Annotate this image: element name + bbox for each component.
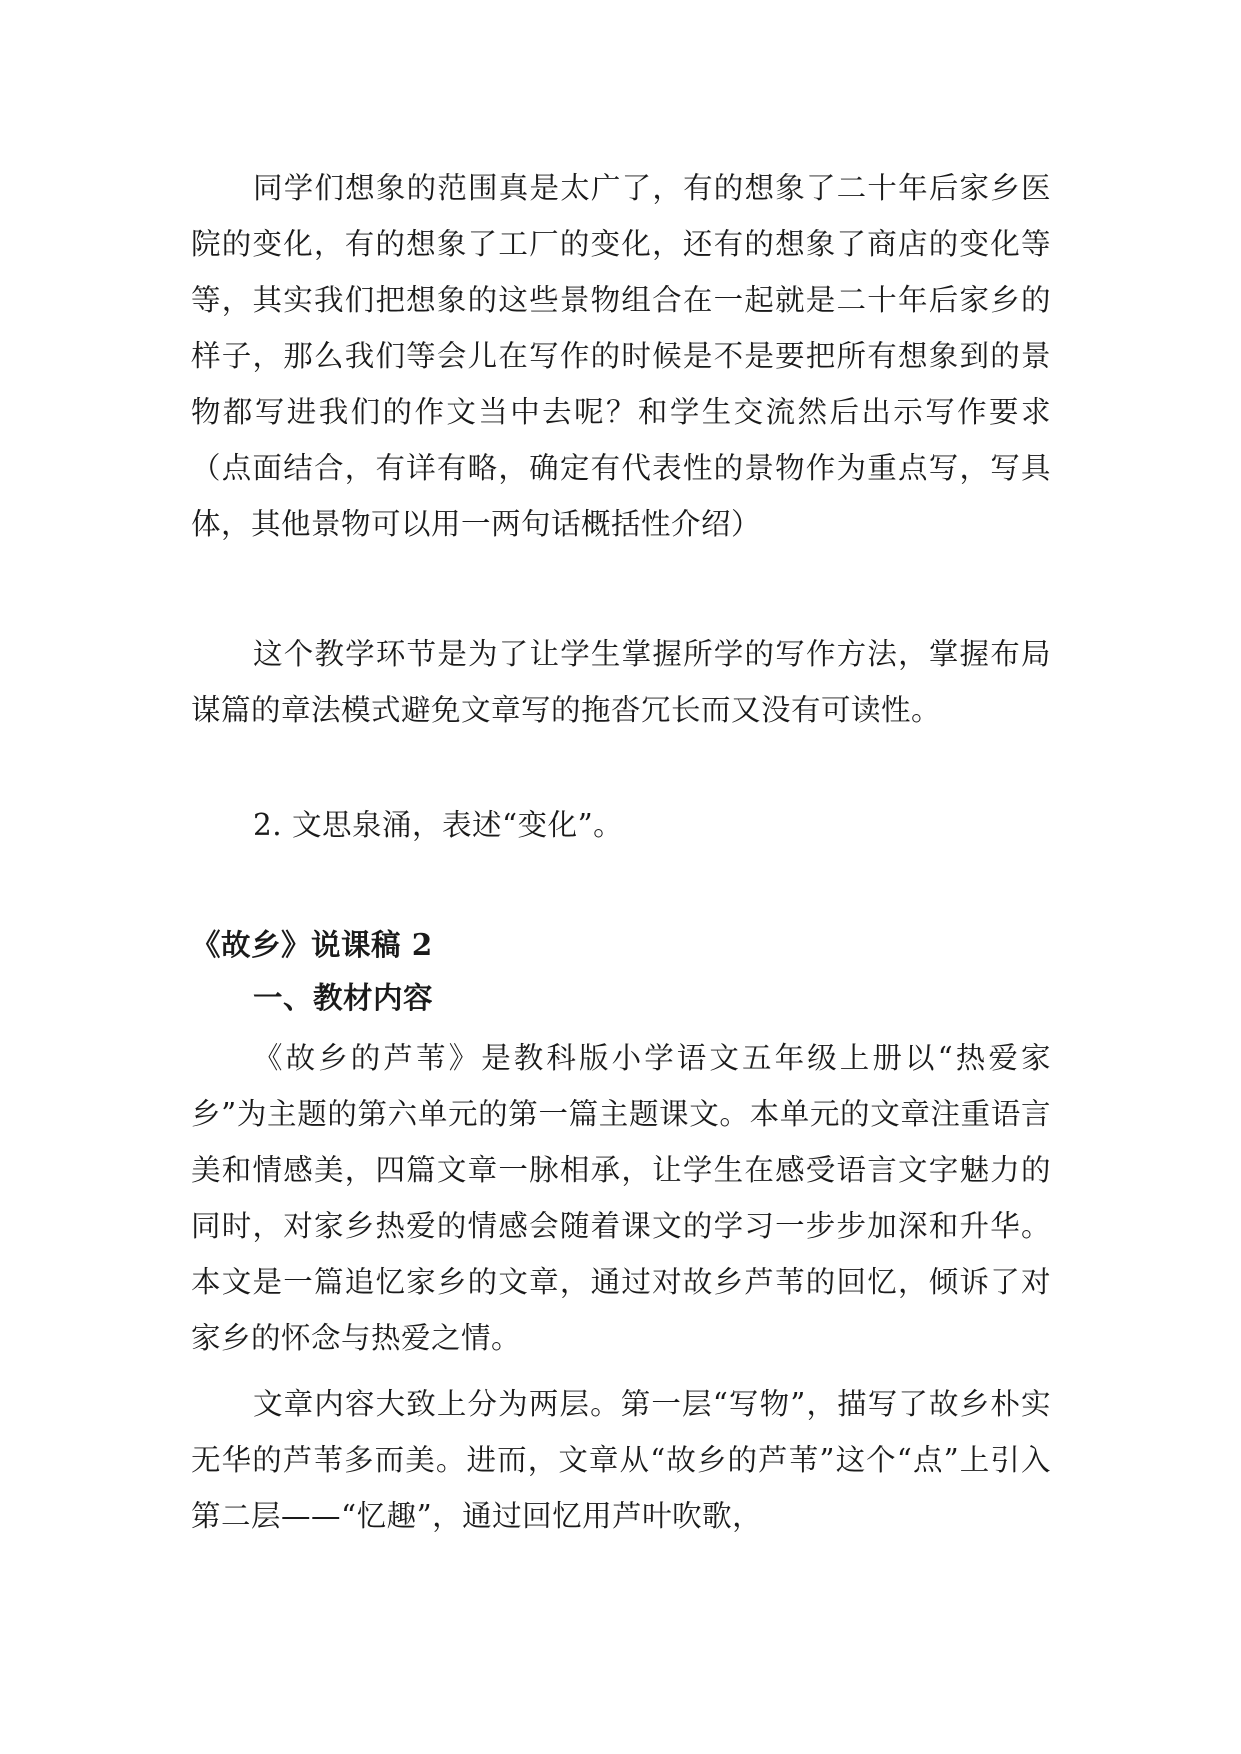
paragraph-imagination-range: 同学们想象的范围真是太广了，有的想象了二十年后家乡医院的变化，有的想象了工厂的变化，还有的想象了商店的变化等等，其实我们把想象的这些景物组合在一起就是二十年后家乡的样子，那么我们等会儿在写作的时候是不是要把所有想象到的景物都写进我们的作文当中去呢？和学生交流然后出示写作要求（点面结合，有详有略，确定有代表性的景物作为重点写，写具体，其他景物可以用一两句话概括性介绍）	[191, 171, 1051, 541]
section-title: 《故乡》说课稿 2	[191, 927, 433, 962]
paragraph-textbook-content: 《故乡的芦苇》是教科版小学语文五年级上册以“热爱家乡”为主题的第六单元的第一篇主题课文。本单元的文章注重语言美和情感美，四篇文章一脉相承，让学生在感受语言文字魅力的同时，对家乡热爱的情感会随着课文的学习一步步加深和升华。本文是一篇追忆家乡的文章，通过对故乡芦苇的回忆，倾诉了对家乡的怀念与热爱之情。	[191, 1041, 1051, 1355]
subsection-title: 一、教材内容	[253, 980, 434, 1015]
paragraph-article-structure: 文章内容大致上分为两层。第一层“写物”，描写了故乡朴实无华的芦苇多而美。进而，文章从“故乡的芦苇”这个“点”上引入第二层——“忆趣”，通过回忆用芦叶吹歌，	[191, 1387, 1051, 1533]
paragraph-step-2: 2. 文思泉涌，表述“变化”。	[253, 808, 624, 842]
paragraph-teaching-purpose: 这个教学环节是为了让学生掌握所学的写作方法，掌握布局谋篇的章法模式避免文章写的拖沓冗长而又没有可读性。	[191, 637, 1051, 727]
